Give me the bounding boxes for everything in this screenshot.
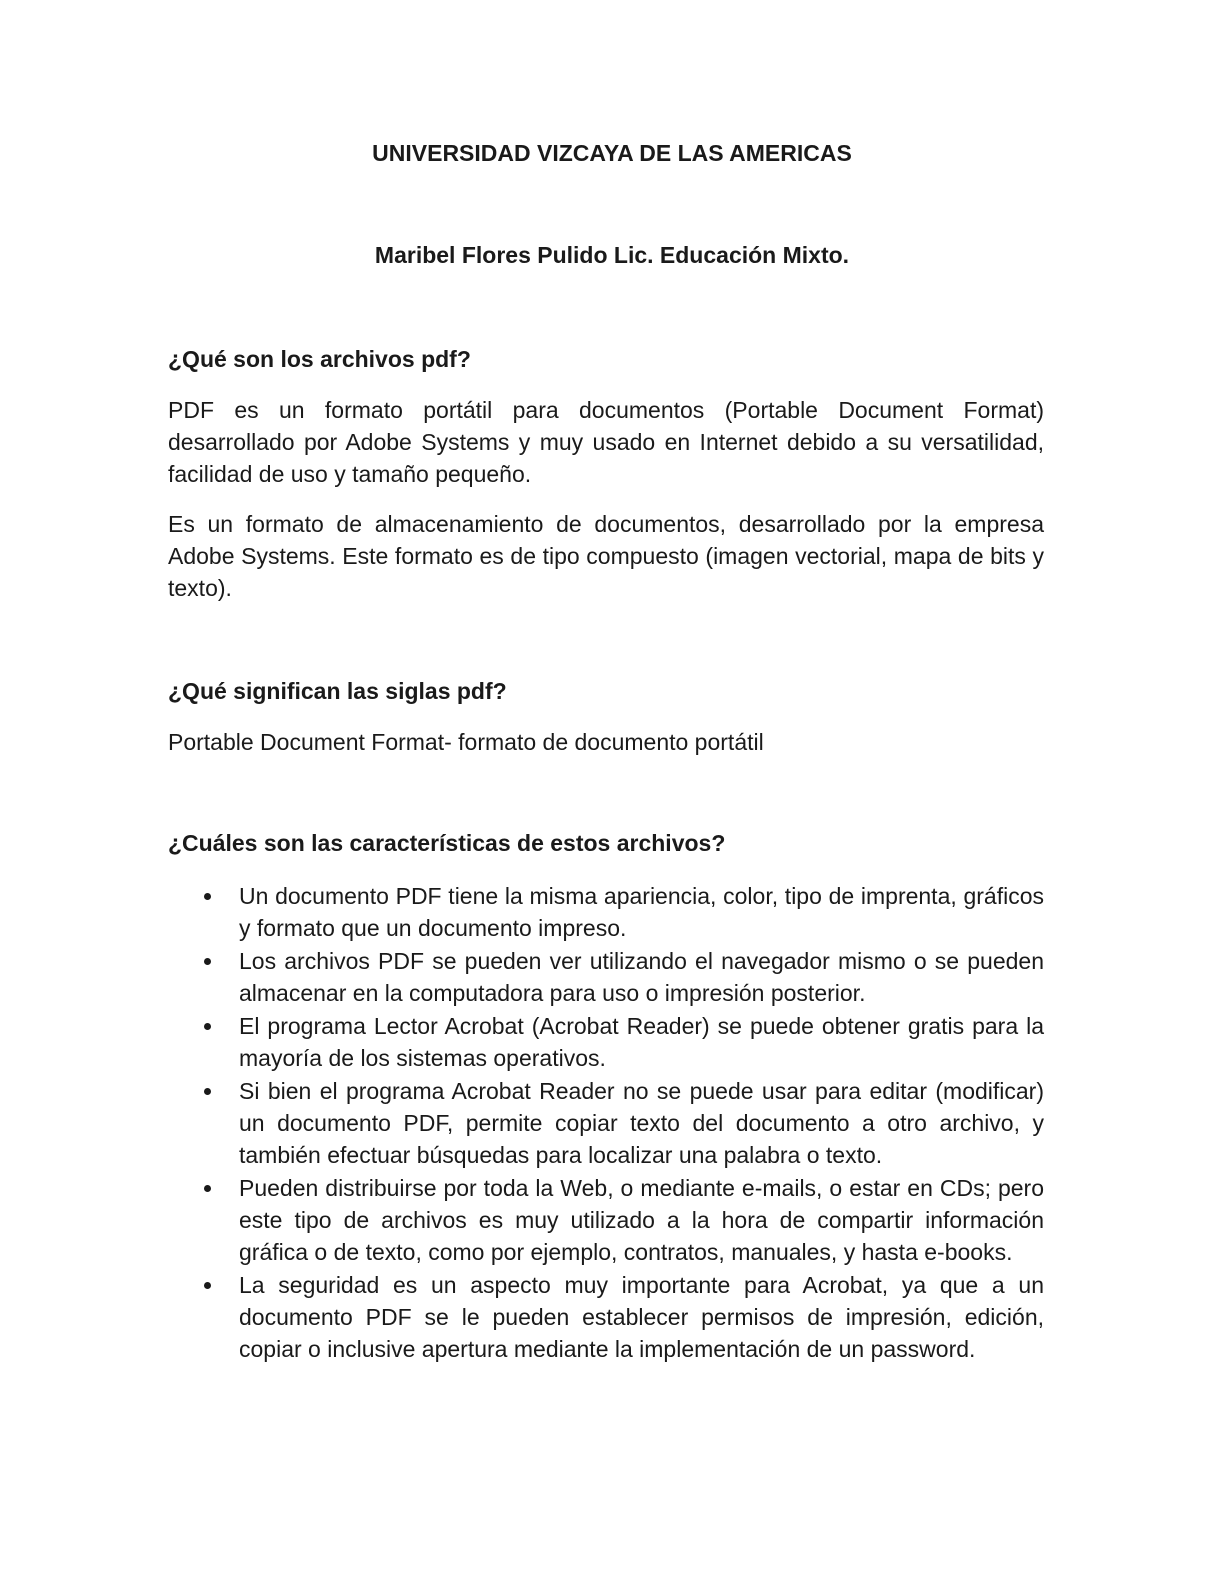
list-item xyxy=(168,1172,1044,1268)
bullet-icon xyxy=(204,958,211,965)
list-item-text: Si bien el programa Acrobat Reader no se puede usar para editar (modificar) un documento PDF, permite copiar texto del documento a otro archivo, y también efectuar búsquedas para localizar una palabra o texto. xyxy=(239,1078,1044,1168)
list-item-text: La seguridad es un aspecto muy importante para Acrobat, ya que a un documento PDF se le pueden establecer permisos de impresión, edición, copiar o inclusive apertura mediante la implementación de un password. xyxy=(239,1272,1044,1362)
list-item xyxy=(168,945,1044,1009)
paragraph-pdf-acronym-meaning: Portable Document Format- formato de documento portátil xyxy=(168,729,764,755)
bullet-icon xyxy=(204,1282,211,1289)
features-list xyxy=(168,880,1044,1366)
bullet-icon xyxy=(204,1185,211,1192)
section-heading-what-are-pdf: ¿Qué son los archivos pdf? xyxy=(168,346,471,372)
author-line: Maribel Flores Pulido Lic. Educación Mixto. xyxy=(374,242,850,268)
list-item xyxy=(168,880,1044,944)
list-item xyxy=(168,1075,1044,1171)
bullet-icon xyxy=(204,1088,211,1095)
paragraph-pdf-definition: PDF es un formato portátil para documentos (Portable Document Format) desarrollado por Adobe Systems y muy usado en Internet debido a su versatilidad, facilidad de uso y tamaño pequeño. xyxy=(168,397,1044,487)
list-item xyxy=(168,1269,1044,1365)
list-item xyxy=(168,1010,1044,1074)
list-item-text: Los archivos PDF se pueden ver utilizando el navegador mismo o se pueden almacenar en la computadora para uso o impresión posterior. xyxy=(239,948,1044,1006)
list-item-text: Pueden distribuirse por toda la Web, o mediante e-mails, o estar en CDs; pero este tipo de archivos es muy utilizado a la hora de compartir información gráfica o de texto, como por ejemplo, contratos, manuales, y hasta e-books. xyxy=(239,1175,1044,1265)
section-heading-pdf-acronym: ¿Qué significan las siglas pdf? xyxy=(168,678,507,704)
bullet-icon xyxy=(204,893,211,900)
bullet-icon xyxy=(204,1023,211,1030)
list-item-text: El programa Lector Acrobat (Acrobat Reader) se puede obtener gratis para la mayoría de los sistemas operativos. xyxy=(239,1013,1044,1071)
list-item-text: Un documento PDF tiene la misma apariencia, color, tipo de imprenta, gráficos y formato que un documento impreso. xyxy=(239,883,1044,941)
paragraph-pdf-storage-format: Es un formato de almacenamiento de documentos, desarrollado por la empresa Adobe Systems. Este formato es de tipo compuesto (imagen vectorial, mapa de bits y texto). xyxy=(168,511,1044,601)
section-heading-pdf-features: ¿Cuáles son las características de estos archivos? xyxy=(168,830,726,856)
document-title: UNIVERSIDAD VIZCAYA DE LAS AMERICAS xyxy=(372,140,852,166)
